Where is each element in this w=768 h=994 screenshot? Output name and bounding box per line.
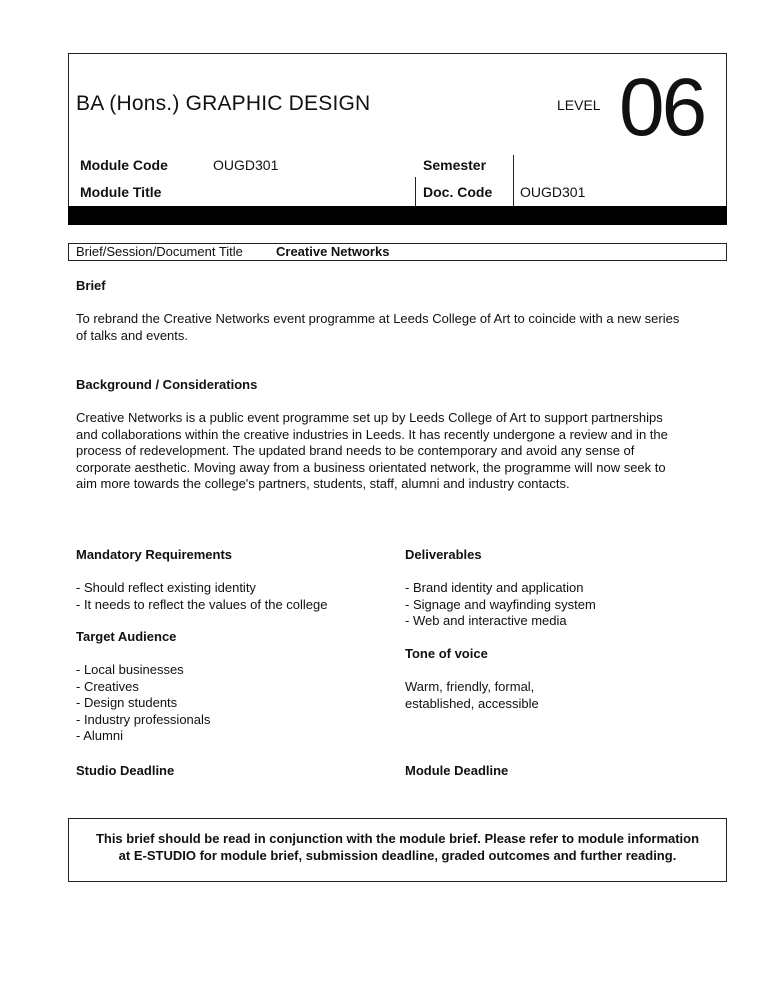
doc-code-label: Doc. Code (423, 184, 493, 200)
background-line: aim more towards the college's partners, students, staff, alumni and industry contacts. (76, 476, 570, 491)
doc-code-value: OUGD301 (520, 184, 586, 200)
brief-heading: Brief (76, 278, 106, 293)
list-item: - It needs to reflect the values of the college (76, 596, 328, 612)
level-number: 06 (619, 62, 705, 153)
background-heading: Background / Considerations (76, 377, 258, 392)
list-item: - Industry professionals (76, 711, 211, 727)
tone-text (405, 679, 539, 712)
notice-line: This brief should be read in conjunction with the module brief. Please refer to module information (95, 831, 700, 846)
list-item: - Brand identity and application (405, 580, 584, 595)
course-title: BA (Hons.) GRAPHIC DESIGN (76, 92, 371, 115)
list-item: - Local businesses (76, 662, 184, 677)
module-code-label: Module Code (80, 157, 168, 173)
semester-label: Semester (423, 157, 487, 173)
header-black-bar (68, 206, 727, 225)
brief-line: of talks and events. (76, 327, 189, 343)
background-line: corporate aesthetic. Moving away from a business orientated network, the programme will now seek to (76, 459, 666, 475)
module-deadline-label: Module Deadline (405, 763, 509, 778)
background-text (76, 410, 668, 493)
background-line: Creative Networks is a public event programme set up by Leeds College of Art to support partnerships (76, 410, 663, 425)
target-heading: Target Audience (76, 629, 177, 644)
tone-heading: Tone of voice (405, 646, 488, 661)
list-item: - Alumni (76, 728, 123, 743)
module-brief-notice (68, 818, 727, 882)
list-item: - Design students (76, 695, 178, 710)
module-code-value: OUGD301 (213, 157, 279, 173)
module-title-label: Module Title (80, 184, 162, 200)
brief-line: To rebrand the Creative Networks event programme at Leeds College of Art to coincide with a new series (76, 311, 680, 326)
deliverables-heading: Deliverables (405, 547, 482, 562)
list-item: - Should reflect existing identity (76, 580, 256, 595)
target-list (76, 662, 210, 745)
doc-title-value: Creative Networks (276, 244, 390, 259)
list-item: - Web and interactive media (405, 613, 567, 628)
list-item: - Signage and wayfinding system (405, 596, 596, 612)
notice-line: at E-STUDIO for module brief, submission deadline, graded outcomes and further reading. (118, 848, 677, 863)
studio-deadline-label: Studio Deadline (76, 763, 175, 778)
background-line: and collaborations within the creative industries in Leeds. It has recently undergone a review and in the (76, 426, 668, 442)
doc-title-label: Brief/Session/Document Title (76, 244, 243, 259)
background-line: process of redevelopment. The updated brand needs to be contemporary and avoid any sense of (76, 443, 635, 458)
doc-code-divider (415, 177, 416, 206)
deliverables-list (405, 580, 596, 630)
semester-divider (513, 155, 514, 206)
level-label: LEVEL (557, 97, 601, 113)
tone-line: established, accessible (405, 695, 539, 711)
mandatory-list (76, 580, 327, 613)
mandatory-heading: Mandatory Requirements (76, 547, 233, 562)
brief-text (76, 311, 679, 344)
tone-line: Warm, friendly, formal, (405, 679, 535, 694)
list-item: - Creatives (76, 678, 139, 694)
